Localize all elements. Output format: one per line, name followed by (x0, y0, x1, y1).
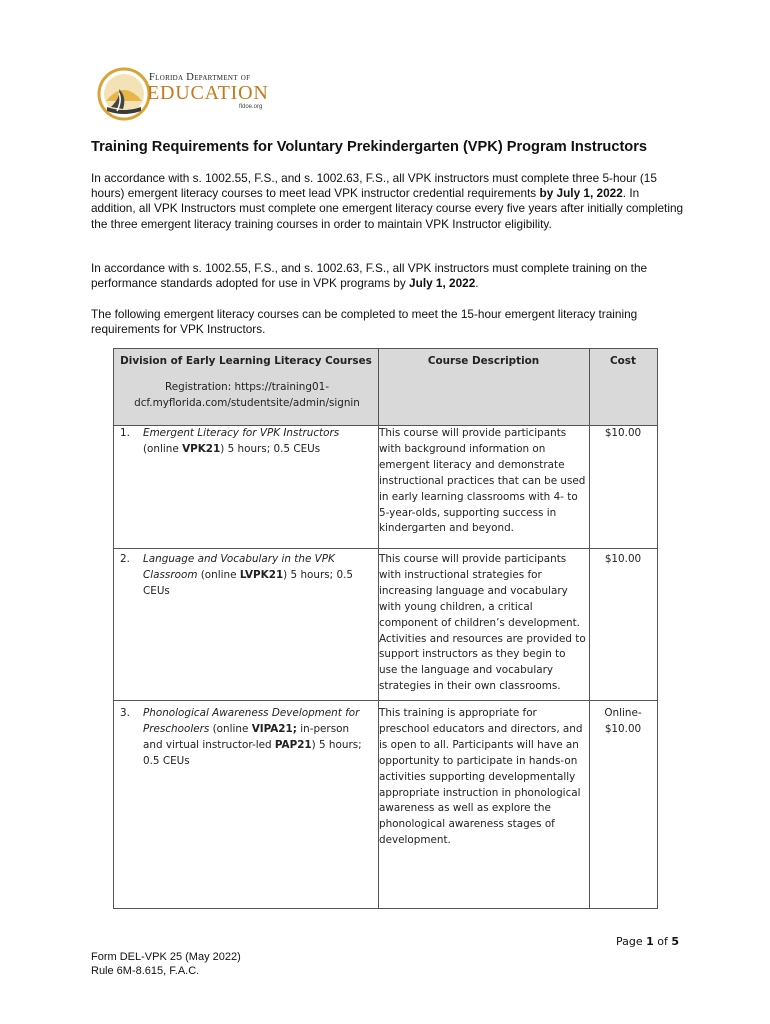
row3-course (143, 706, 371, 770)
row1-course-post: ) 5 hours; 0.5 CEUs (220, 442, 321, 455)
paragraph1-deadline: by July 1, 2022 (539, 186, 623, 201)
row3-cost (589, 706, 657, 738)
paragraph2-text-b: . (475, 276, 479, 291)
header-registration: Registration: https://training01-dcf.myflorida.com/studentsite/admin/signin (134, 381, 360, 409)
row-divider (114, 548, 657, 549)
header-courses: Division of Early Learning Literacy Courses (120, 355, 372, 367)
row3-course-pre: (online (209, 722, 252, 735)
fldoe-logo (97, 67, 272, 122)
row1-description: This course will provide participants with background information on emergent literacy and demonstrate instructional practices that can be used in early learning classrooms with 4- to 5-year-olds, supporting success in kindergarten and beyond. (379, 427, 586, 535)
page-number-prefix: Page (616, 935, 647, 948)
page-number (616, 935, 679, 948)
paragraph2-deadline: July 1, 2022 (409, 276, 476, 291)
logo-line-education: EDUCATION (147, 82, 269, 104)
row3-course-post: ) 5 hours; 0.5 CEUs (143, 738, 362, 767)
row-divider (114, 700, 657, 701)
row2-course (143, 552, 371, 600)
row3-description: This training is appropriate for preschool educators and directors, and is open to all. Participants will have an opportunity to participate in hands-on activities supporting developmentally appropriate instruction in phonological awareness as well as explore the phonological awareness stages of development. (379, 707, 583, 847)
row1-cost: $10.00 (604, 427, 642, 439)
row3-course-mid: in-person and virtual instructor-led (143, 722, 350, 751)
footer-rule: Rule 6M-8.615, F.A.C. (91, 965, 200, 977)
paragraph-credential-requirements (91, 171, 686, 232)
logo-line-url: fldoe.org (239, 104, 263, 110)
footer-form-id: Form DEL-VPK 25 (May 2022) (91, 951, 241, 963)
document-title: Training Requirements for Voluntary Prekindergarten (VPK) Program Instructors (91, 139, 648, 155)
row3-number: 3. (120, 707, 130, 719)
header-description: Course Description (427, 355, 540, 367)
paragraph-course-intro: The following emergent literacy courses can be completed to meet the 15-hour emergent literacy training requirements for VPK Instructors. (91, 307, 638, 337)
row2-description: This course will provide participants with instructional strategies for increasing language and vocabulary with young children, a critical component of children’s development. Activities and resources are provided to support instructors as they begin to use the language and vocabulary strategies in their own classrooms. (379, 553, 586, 693)
logo-line-department: Florida Department of (149, 72, 251, 83)
row2-cost: $10.00 (604, 553, 642, 565)
row3-cost-line2: $10.00 (604, 722, 642, 735)
page-number-of: of (653, 935, 672, 948)
row2-course-post: ) 5 hours; 0.5 CEUs (143, 568, 353, 597)
fldoe-seal-icon (97, 67, 151, 121)
paragraph1-text-a: In accordance with s. 1002.55, F.S., and s. 1002.63, F.S., all VPK instructors must complete three 5-hour (15 hours) emergent literacy courses to meet lead VPK instructor credential requirements (91, 171, 657, 201)
header-cost: Cost (610, 355, 636, 367)
row3-course-code2: PAP21 (274, 738, 312, 751)
row3-cost-line1: Online- (604, 707, 642, 719)
row3-course-code: VIPA21; (251, 722, 297, 735)
row1-number: 1. (120, 427, 130, 439)
row2-course-code: LVPK21 (239, 568, 284, 581)
row2-number: 2. (120, 553, 130, 565)
paragraph2-text-a: In accordance with s. 1002.55, F.S., and s. 1002.63, F.S., all VPK instructors must complete training on the performance standards adopted for use in VPK programs by (91, 261, 648, 291)
row1-course (143, 426, 371, 458)
row1-course-pre: (online (143, 442, 183, 455)
page-number-current: 1 (646, 935, 654, 948)
row1-course-code: VPK21 (182, 442, 221, 455)
paragraph-performance-standards (91, 261, 686, 291)
row3-course-title: Phonological Awareness Development for Preschoolers (143, 707, 360, 735)
row1-course-title: Emergent Literacy for VPK Instructors (143, 427, 340, 439)
row2-course-pre: (online (197, 568, 240, 581)
paragraph1-text-b: . In addition, all VPK Instructors must complete one emergent literacy course every five years after initially completing the three emergent literacy training courses in order to maintain VPK Instructor eligibility. (91, 186, 684, 231)
row2-course-title: Language and Vocabulary in the VPK Classroom (143, 553, 335, 581)
page-number-total: 5 (671, 935, 680, 948)
courses-table (113, 348, 658, 909)
